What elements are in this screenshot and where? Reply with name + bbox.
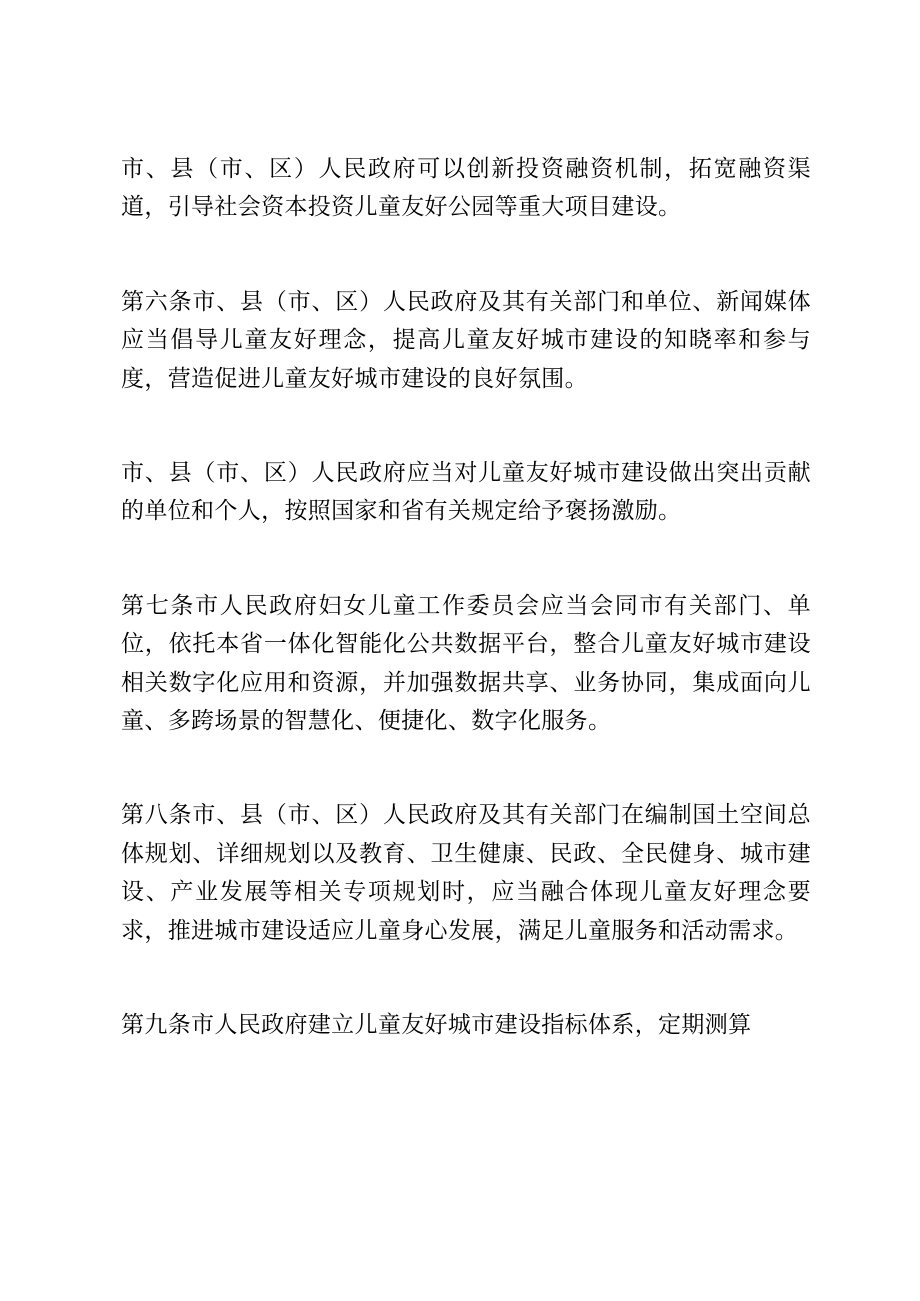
paragraph-investment-financing: 市、县（市、区）人民政府可以创新投资融资机制，拓宽融资渠道，引导社会资本投资儿童友好公园等重大项目建设。 — [121, 156, 811, 221]
paragraph-commendation: 市、县（市、区）人民政府应当对儿童友好城市建设做出突出贡献的单位和个人，按照国家和省有关规定给予褒扬激励。 — [121, 460, 811, 525]
document-body — [121, 150, 811, 1101]
paragraph-article-9: 第九条市人民政府建立儿童友好城市建设指标体系，定期测算 — [121, 1012, 752, 1039]
paragraph-article-7: 第七条市人民政府妇女儿童工作委员会应当会同市有关部门、单位，依托本省一体化智能化公共数据平台，整合儿童友好城市建设相关数字化应用和资源，并加强数据共享、业务协同，集成面向儿童、多跨场景的智慧化、便捷化、数字化服务。 — [121, 592, 811, 735]
paragraph-article-6: 第六条市、县（市、区）人民政府及其有关部门和单位、新闻媒体应当倡导儿童友好理念，提高儿童友好城市建设的知晓率和参与度，营造促进儿童友好城市建设的良好氛围。 — [121, 288, 811, 392]
paragraph-article-8: 第八条市、县（市、区）人民政府及其有关部门在编制国土空间总体规划、详细规划以及教育、卫生健康、民政、全民健身、城市建设、产业发展等相关专项规划时，应当融合体现儿童友好理念要求，推进城市建设适应儿童身心发展，满足儿童服务和活动需求。 — [121, 802, 811, 944]
